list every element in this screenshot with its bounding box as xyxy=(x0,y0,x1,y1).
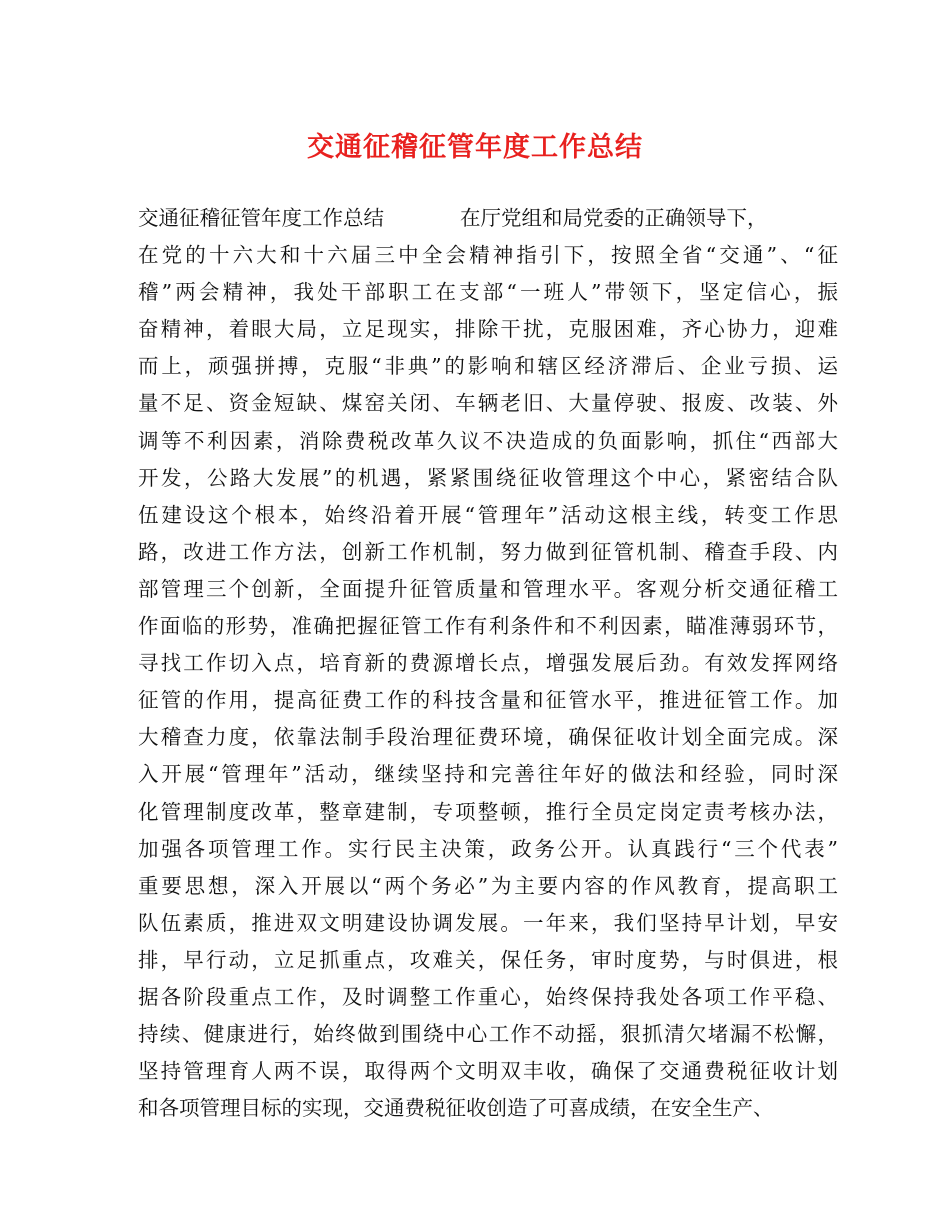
body-line: 持续、健康进行，始终做到围绕中心工作不动摇，狠抓清欠堵漏不松懈， xyxy=(138,1022,838,1047)
body-line: 化管理制度改革，整章建制，专项整顿，推行全员定岗定责考核办法， xyxy=(138,799,838,824)
body-line: 据各阶段重点工作，及时调整工作重心，始终保持我处各项工作平稳、 xyxy=(138,984,838,1009)
body-line: 加强各项管理工作。实行民主决策，政务公开。认真践行“三个代表” xyxy=(138,836,838,861)
body-line: 队伍素质，推进双文明建设协调发展。一年来，我们坚持早计划，早安 xyxy=(138,910,838,935)
document-title: 交通征稽征管年度工作总结 xyxy=(307,132,643,163)
body-line: 路，改进工作方法，创新工作机制，努力做到征管机制、稽查手段、内 xyxy=(138,539,838,564)
body-line: 奋精神，着眼大局，立足现实，排除干扰，克服困难，齐心协力，迎难 xyxy=(138,317,838,342)
body-line: 部管理三个创新，全面提升征管质量和管理水平。客观分析交通征稽工 xyxy=(138,576,838,601)
body-lead-text: 交通征稽征管年度工作总结 xyxy=(138,206,384,230)
body-line: 作面临的形势，准确把握征管工作有利条件和不利因素，瞄准薄弱环节， xyxy=(138,614,838,639)
body-line: 稽”两会精神，我处干部职工在支部“一班人”带领下，坚定信心，振 xyxy=(138,280,838,305)
body-line: 伍建设这个根本，始终沿着开展“管理年”活动这根主线，转变工作思 xyxy=(138,502,838,527)
body-line: 征管的作用，提高征费工作的科技含量和征管水平，推进征管工作。加 xyxy=(138,688,838,713)
body-line: 量不足、资金短缺、煤窑关闭、车辆老旧、大量停驶、报废、改装、外 xyxy=(138,391,838,416)
body-line: 入开展“管理年”活动，继续坚持和完善往年好的做法和经验，同时深 xyxy=(138,762,838,787)
body-line: 和各项管理目标的实现，交通费税征收创造了可喜成绩，在安全生产、 xyxy=(138,1096,774,1121)
document-body xyxy=(138,200,838,1127)
body-line: 在厅党组和局党委的正确领导下， xyxy=(460,206,768,230)
body-line: 而上，顽强拼搏，克服“非典”的影响和辖区经济滞后、企业亏损、运 xyxy=(138,354,838,379)
body-line: 寻找工作切入点，培育新的费源增长点，增强发展后劲。有效发挥网络 xyxy=(138,651,838,676)
body-line: 调等不利因素，消除费税改革久议不决造成的负面影响，抓住“西部大 xyxy=(138,428,838,453)
body-line: 坚持管理育人两不误，取得两个文明双丰收，确保了交通费税征收计划 xyxy=(138,1059,838,1084)
body-line-first xyxy=(138,200,838,237)
body-line: 在党的十六大和十六届三中全会精神指引下，按照全省“交通”、“征 xyxy=(138,243,838,268)
body-line: 大稽查力度，依靠法制手段治理征费环境，确保征收计划全面完成。深 xyxy=(138,725,838,750)
body-line: 重要思想，深入开展以“两个务必”为主要内容的作风教育，提高职工 xyxy=(138,873,838,898)
body-line: 排，早行动，立足抓重点，攻难关，保任务，审时度势，与时俱进，根 xyxy=(138,947,838,972)
body-line: 开发，公路大发展”的机遇，紧紧围绕征收管理这个中心，紧密结合队 xyxy=(138,465,838,490)
